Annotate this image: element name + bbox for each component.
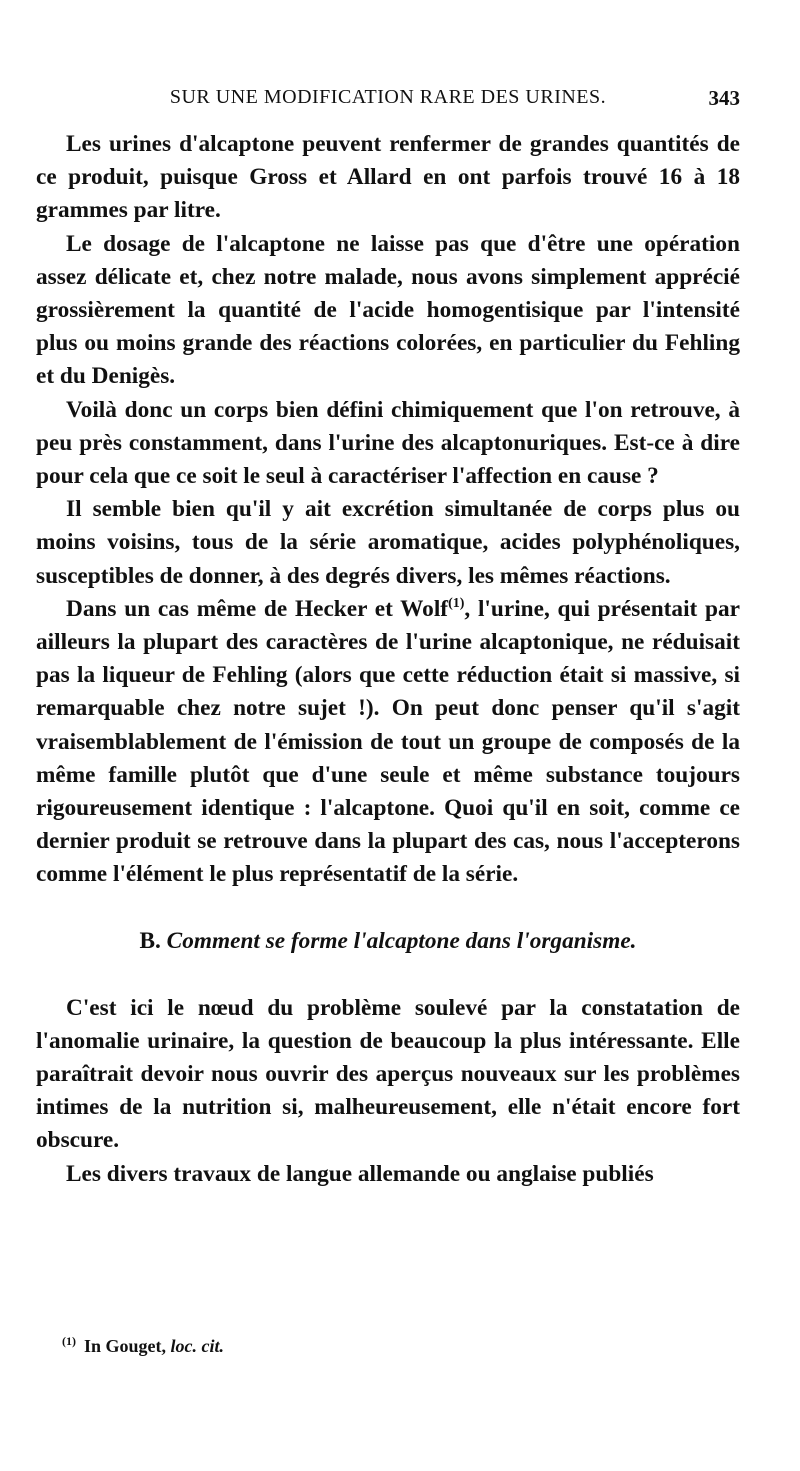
paragraph-defined-body: Voilà donc un corps bien défini chimiquement que l'on retrouve, à peu près constamment, dans l'urine des alcaptonuriques. Est-ce à dire pour cela que ce soit le seul à caractériser l'affection en cause ? — [36, 396, 740, 490]
footnote-reference: (1) — [448, 596, 465, 612]
running-head — [36, 86, 740, 116]
hecker-text-start: Dans un cas même de Hecker et Wolf — [66, 595, 449, 622]
paragraph-problem-node: C'est ici le nœud du problème soulevé par la constatation de l'anomalie urinaire, la question de beaucoup la plus intéressante. Elle paraîtrait devoir nous ouvrir des aperçus nouveaux sur les problèmes intimes de la nutrition si, malheureusement, elle n'était encore fort obscure. — [36, 994, 740, 1154]
paragraph-hecker-wolf — [36, 593, 740, 892]
paragraph-alcaptone-quantity: Les urines d'alcaptone peuvent renfermer de grandes quantités de ce produit, puisque Gross et Allard en ont parfois trouvé 16 à 18 grammes par litre. — [36, 131, 740, 224]
page-number: 343 — [708, 86, 740, 110]
section-title: Comment se forme l'alcaptone dans l'organisme. — [166, 927, 637, 954]
footnote-mark: (1) — [62, 1334, 76, 1348]
section-heading-b — [36, 925, 740, 958]
body-text — [36, 128, 740, 1191]
paragraph-divers-travaux: Les divers travaux de langue allemande ou anglaise publiés — [66, 1160, 654, 1187]
paragraph-simultaneous-excretion: Il semble bien qu'il y ait excrétion simultanée de corps plus ou moins voisins, tous de la série aromatique, acides polyphénoliques, susceptibles de donner, à des degrés divers, les mêmes réactions. — [36, 496, 740, 589]
footnote-text: In Gouget, — [84, 1336, 167, 1356]
hecker-text-end: , l'urine, qui présentait par ailleurs la plupart des caractères de l'urine alcaptonique, ne réduisait pas la liqueur de Fehling (alors que cette réduction était si massive, si remarquable chez notre sujet !). On peut donc penser qu'il s'agit vraisemblablement de l'émission de tout un groupe de composés de la même famille plutôt que d'une seule et même substance toujours rigoureusement identique : l'alcaptone. Quoi qu'il en soit, comme ce dernier produit se retrouve dans la plupart des cas, nous l'accepterons comme l'élément le plus représentatif de la série. — [36, 595, 740, 888]
footnote — [62, 1336, 224, 1357]
footnote-loc-cit: loc. cit. — [170, 1336, 224, 1356]
section-letter: B. — [139, 927, 161, 954]
running-title: SUR UNE MODIFICATION RARE DES URINES. — [169, 86, 607, 108]
paragraph-dosage: Le dosage de l'alcaptone ne laisse pas que d'être une opération assez délicate et, chez notre malade, nous avons simplement apprécié grossièrement la quantité de l'acide homogentisique par l'intensité plus ou moins grande des réactions colorées, en particulier du Fehling et du Denigès. — [36, 230, 740, 390]
